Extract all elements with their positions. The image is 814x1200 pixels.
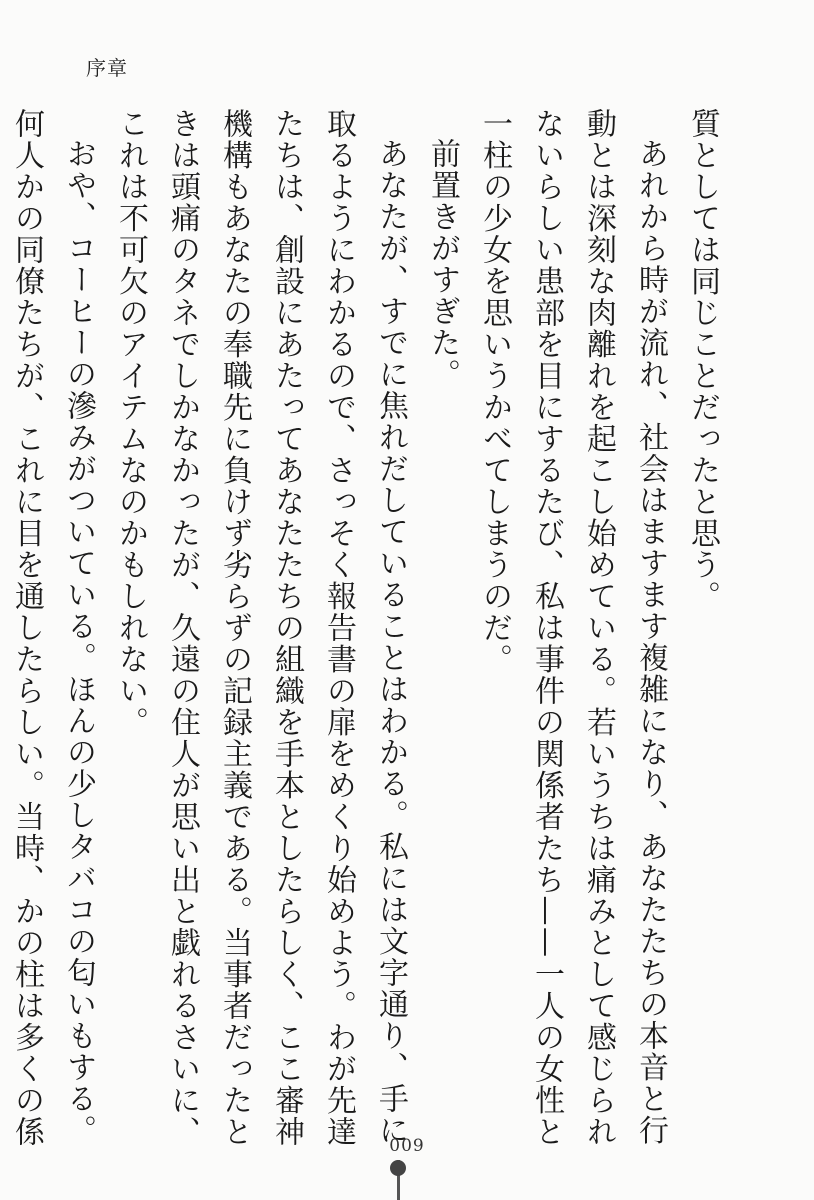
folio-ornament-dot <box>390 1160 406 1176</box>
running-head-chapter-label: 序章 <box>86 56 128 80</box>
paragraph: あなたが、すでに焦れだしていることはわかる。私には文字通り、手に取るようにわかるので、さっそく報告書の扉をめくり始めよう。わが先達たちは、創設にあたってあなたたちの組織を手本としたらしく、ここ審神機構もあなたの奉職先に負けず劣らずの記録主義である。当事者だったときは頭痛のタネでしかなかったが、久遠の住人が思い出と戯れるさいに、これは不可欠のアイテムなのかもしれない。 <box>113 108 408 1148</box>
body-text <box>0 108 728 1148</box>
paragraph: 前置きがすぎた。 <box>425 138 460 390</box>
paragraph: おや、コーヒーの滲みがついている。ほんの少しタバコの匂いもする。何人かの同僚たちが、これに目を通したらしい。当時、かの柱は多くの係 <box>9 108 96 1148</box>
paragraph: 質としては同じことだったと思う。 <box>685 108 720 612</box>
paragraph: あれから時が流れ、社会はますます複雑になり、あなたたちの本音と行動とは深刻な肉離れを起こし始めている。若いうちは痛みとして感じられないらしい患部を目にするたび、私は事件の関係者たち——一人の女性と一柱の少女を思いうかべてしまうのだ。 <box>477 108 668 1148</box>
page-number: 009 <box>389 1136 425 1156</box>
